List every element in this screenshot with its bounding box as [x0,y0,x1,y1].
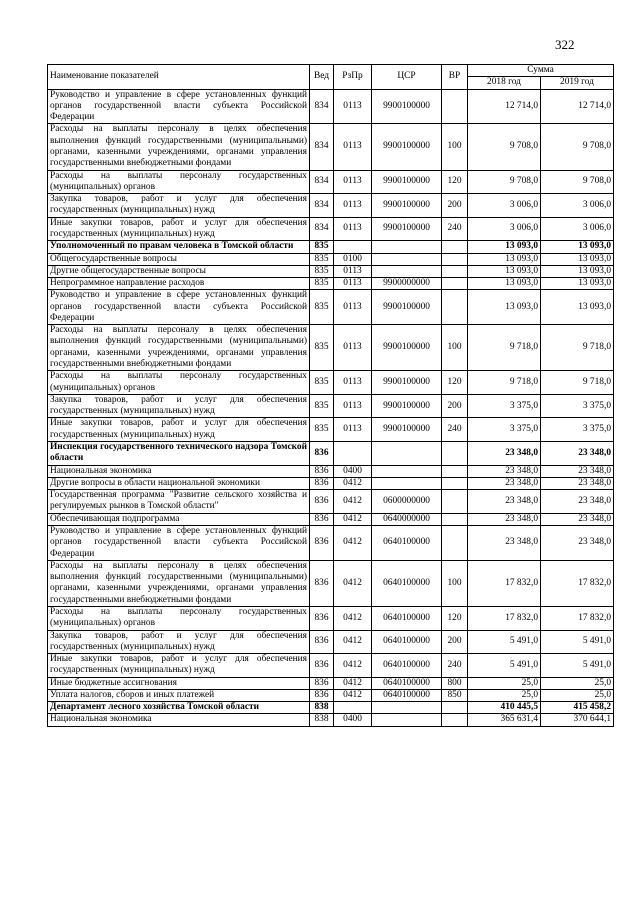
cell-2019: 17 832,0 [541,606,614,630]
cell-ved: 835 [310,241,334,253]
cell-2018: 13 093,0 [468,290,541,325]
cell-2018: 5 491,0 [468,654,541,678]
cell-vr [442,253,468,265]
cell-rzpr: 0113 [334,325,372,371]
cell-2019: 13 093,0 [541,290,614,325]
cell-2019: 13 093,0 [541,241,614,253]
cell-2019: 3 375,0 [541,418,614,442]
cell-ved: 835 [310,278,334,290]
header-name: Наименование показателей [48,65,310,90]
cell-vr: 120 [442,371,468,395]
cell-name: Расходы на выплаты персоналу в целях обеспечения выполнения функций государственными (муниципальными) органами, казенными учреждениями, органами управления государственными внебюджетными фондами [48,325,310,371]
cell-rzpr: 0100 [334,253,372,265]
cell-2018: 25,0 [468,677,541,689]
cell-2019: 3 006,0 [541,217,614,241]
cell-rzpr: 0113 [334,394,372,418]
cell-ved: 836 [310,442,334,466]
cell-rzpr: 0113 [334,418,372,442]
cell-ved: 836 [310,606,334,630]
cell-csr [372,477,442,489]
table-row [48,654,614,678]
cell-rzpr: 0412 [334,689,372,701]
cell-name: Руководство и управление в сфере установленных функций органов государственной власти субъекта Российской Федерации [48,290,310,325]
cell-vr [442,525,468,560]
cell-2018: 3 375,0 [468,394,541,418]
cell-vr [442,241,468,253]
cell-2018: 23 348,0 [468,465,541,477]
cell-2018: 17 832,0 [468,606,541,630]
header-csr: ЦСР [372,65,442,90]
cell-ved: 836 [310,513,334,525]
cell-ved: 836 [310,630,334,654]
cell-2018: 23 348,0 [468,477,541,489]
table-row [48,290,614,325]
cell-ved: 836 [310,477,334,489]
cell-2019: 5 491,0 [541,654,614,678]
cell-name: Расходы на выплаты персоналу государственных (муниципальных) органов [48,371,310,395]
cell-2018: 3 006,0 [468,194,541,218]
cell-vr [442,702,468,714]
cell-csr: 9900100000 [372,124,442,170]
cell-vr: 100 [442,560,468,606]
cell-2019: 3 375,0 [541,394,614,418]
table-row [48,702,614,714]
cell-ved: 834 [310,170,334,194]
cell-name: Расходы на выплаты персоналу в целях обеспечения выполнения функций государственными (муниципальными) органами, казенными учреждениями, органами управления государственными внебюджетными фондами [48,560,310,606]
table-row [48,560,614,606]
page-number: 322 [555,37,575,52]
cell-vr [442,714,468,726]
cell-rzpr [334,702,372,714]
cell-csr [372,265,442,277]
cell-ved: 835 [310,371,334,395]
cell-rzpr: 0113 [334,170,372,194]
cell-ved: 835 [310,265,334,277]
cell-2019: 9 718,0 [541,325,614,371]
table-row [48,490,614,514]
cell-2018: 5 491,0 [468,630,541,654]
cell-vr: 240 [442,654,468,678]
cell-2019: 23 348,0 [541,477,614,489]
cell-rzpr: 0412 [334,560,372,606]
cell-ved: 836 [310,677,334,689]
cell-name: Расходы на выплаты персоналу государственных (муниципальных) органов [48,606,310,630]
cell-csr: 9900100000 [372,217,442,241]
cell-vr [442,477,468,489]
cell-vr [442,490,468,514]
cell-ved: 836 [310,465,334,477]
cell-csr: 0640100000 [372,606,442,630]
cell-2019: 23 348,0 [541,525,614,560]
cell-2019: 9 708,0 [541,170,614,194]
cell-2019: 415 458,2 [541,702,614,714]
cell-name: Непрограммное направление расходов [48,278,310,290]
cell-rzpr: 0113 [334,124,372,170]
cell-csr: 0640100000 [372,560,442,606]
cell-name: Расходы на выплаты персоналу в целях обеспечения выполнения функций государственными (муниципальными) органами, казенными учреждениями, органами управления государственными внебюджетными фондами [48,124,310,170]
header-sum: Сумма [468,65,614,77]
table-row [48,689,614,701]
cell-rzpr: 0113 [334,194,372,218]
cell-rzpr: 0412 [334,525,372,560]
cell-rzpr: 0113 [334,217,372,241]
cell-2018: 23 348,0 [468,513,541,525]
cell-rzpr: 0412 [334,654,372,678]
table-row [48,714,614,726]
header-year-2019: 2019 год [541,77,614,89]
table-row [48,606,614,630]
cell-csr [372,241,442,253]
cell-rzpr: 0412 [334,606,372,630]
cell-vr: 240 [442,217,468,241]
table-row [48,194,614,218]
cell-ved: 835 [310,290,334,325]
table-row [48,630,614,654]
cell-csr: 9900000000 [372,278,442,290]
cell-csr: 9900100000 [372,394,442,418]
cell-ved: 835 [310,394,334,418]
cell-2019: 9 708,0 [541,124,614,170]
cell-vr [442,278,468,290]
cell-name: Национальная экономика [48,465,310,477]
cell-rzpr: 0113 [334,265,372,277]
table-row [48,253,614,265]
cell-csr: 0640100000 [372,525,442,560]
table-row [48,477,614,489]
cell-name: Иные закупки товаров, работ и услуг для обеспечения государственных (муниципальных) нужд [48,418,310,442]
cell-2018: 3 375,0 [468,418,541,442]
cell-rzpr [334,241,372,253]
header-rzpr: РзПр [334,65,372,90]
cell-vr [442,89,468,124]
cell-2018: 9 718,0 [468,325,541,371]
table-row [48,217,614,241]
cell-rzpr: 0113 [334,371,372,395]
cell-2019: 25,0 [541,689,614,701]
cell-ved: 836 [310,490,334,514]
cell-name: Закупка товаров, работ и услуг для обеспечения государственных (муниципальных) нужд [48,630,310,654]
cell-csr: 9900100000 [372,371,442,395]
cell-name: Иные закупки товаров, работ и услуг для обеспечения государственных (муниципальных) нужд [48,654,310,678]
table-row [48,677,614,689]
cell-2019: 25,0 [541,677,614,689]
cell-2018: 9 718,0 [468,371,541,395]
table-row [48,124,614,170]
cell-csr [372,442,442,466]
cell-rzpr: 0113 [334,278,372,290]
cell-vr: 200 [442,194,468,218]
cell-rzpr [334,442,372,466]
cell-name: Инспекция государственного технического надзора Томской области [48,442,310,466]
cell-ved: 836 [310,525,334,560]
cell-ved: 838 [310,714,334,726]
cell-rzpr: 0113 [334,290,372,325]
cell-2019: 370 644,1 [541,714,614,726]
cell-vr [442,265,468,277]
cell-csr: 9900100000 [372,290,442,325]
table-row [48,418,614,442]
cell-rzpr: 0400 [334,465,372,477]
cell-ved: 836 [310,689,334,701]
cell-csr [372,714,442,726]
cell-name: Уполномоченный по правам человека в Томской области [48,241,310,253]
cell-ved: 836 [310,560,334,606]
cell-2018: 9 708,0 [468,124,541,170]
cell-2018: 13 093,0 [468,253,541,265]
cell-vr: 200 [442,394,468,418]
table-row [48,170,614,194]
table-row [48,465,614,477]
cell-2019: 13 093,0 [541,278,614,290]
cell-2018: 3 006,0 [468,217,541,241]
cell-2019: 13 093,0 [541,265,614,277]
cell-2018: 12 714,0 [468,89,541,124]
cell-vr [442,290,468,325]
cell-rzpr: 0113 [334,89,372,124]
cell-name: Закупка товаров, работ и услуг для обеспечения государственных (муниципальных) нужд [48,194,310,218]
cell-ved: 835 [310,325,334,371]
cell-2019: 23 348,0 [541,513,614,525]
cell-vr: 100 [442,124,468,170]
cell-ved: 835 [310,418,334,442]
cell-vr [442,465,468,477]
table-body [48,89,614,726]
cell-name: Другие общегосударственные вопросы [48,265,310,277]
cell-name: Обеспечивающая подпрограмма [48,513,310,525]
cell-name: Иные закупки товаров, работ и услуг для обеспечения государственных (муниципальных) нужд [48,217,310,241]
cell-csr: 9900100000 [372,325,442,371]
cell-vr [442,442,468,466]
header-vr: ВР [442,65,468,90]
cell-name: Руководство и управление в сфере установленных функций органов государственной власти субъекта Российской Федерации [48,525,310,560]
budget-table [47,64,614,727]
cell-csr: 9900100000 [372,170,442,194]
cell-2018: 9 708,0 [468,170,541,194]
cell-csr: 0640100000 [372,630,442,654]
cell-csr: 0640100000 [372,689,442,701]
cell-name: Департамент лесного хозяйства Томской области [48,702,310,714]
cell-rzpr: 0412 [334,477,372,489]
cell-name: Расходы на выплаты персоналу государственных (муниципальных) органов [48,170,310,194]
cell-2018: 13 093,0 [468,241,541,253]
cell-ved: 835 [310,253,334,265]
cell-csr [372,465,442,477]
table-row [48,371,614,395]
cell-name: Национальная экономика [48,714,310,726]
header-ved: Вед [310,65,334,90]
table-row [48,265,614,277]
cell-2019: 3 006,0 [541,194,614,218]
cell-name: Руководство и управление в сфере установленных функций органов государственной власти субъекта Российской Федерации [48,89,310,124]
table-row [48,442,614,466]
cell-2018: 23 348,0 [468,525,541,560]
cell-ved: 834 [310,124,334,170]
cell-vr: 240 [442,418,468,442]
cell-2018: 25,0 [468,689,541,701]
cell-rzpr: 0412 [334,677,372,689]
table-row [48,394,614,418]
cell-name: Государственная программа "Развитие сельского хозяйства и регулируемых рынков в Томской области" [48,490,310,514]
cell-csr: 9900100000 [372,418,442,442]
cell-csr [372,702,442,714]
cell-2018: 13 093,0 [468,278,541,290]
cell-csr: 9900100000 [372,89,442,124]
cell-2019: 12 714,0 [541,89,614,124]
cell-csr: 0640100000 [372,654,442,678]
cell-ved: 838 [310,702,334,714]
cell-vr: 200 [442,630,468,654]
cell-2019: 9 718,0 [541,371,614,395]
cell-2019: 5 491,0 [541,630,614,654]
cell-csr: 0600000000 [372,490,442,514]
cell-rzpr: 0412 [334,490,372,514]
cell-2019: 23 348,0 [541,465,614,477]
cell-name: Уплата налогов, сборов и иных платежей [48,689,310,701]
cell-vr: 120 [442,606,468,630]
cell-name: Закупка товаров, работ и услуг для обеспечения государственных (муниципальных) нужд [48,394,310,418]
cell-2018: 13 093,0 [468,265,541,277]
table-row [48,89,614,124]
cell-rzpr: 0412 [334,630,372,654]
cell-csr: 0640000000 [372,513,442,525]
table-header [48,65,614,90]
cell-rzpr: 0412 [334,513,372,525]
table-row [48,278,614,290]
cell-ved: 836 [310,654,334,678]
cell-2019: 17 832,0 [541,560,614,606]
cell-2019: 13 093,0 [541,253,614,265]
cell-2019: 23 348,0 [541,490,614,514]
cell-2019: 23 348,0 [541,442,614,466]
cell-name: Общегосударственные вопросы [48,253,310,265]
cell-csr [372,253,442,265]
table-row [48,525,614,560]
table-row [48,513,614,525]
cell-vr: 100 [442,325,468,371]
cell-rzpr: 0400 [334,714,372,726]
cell-csr: 0640100000 [372,677,442,689]
cell-2018: 23 348,0 [468,442,541,466]
table-row [48,241,614,253]
cell-2018: 365 631,4 [468,714,541,726]
cell-name: Другие вопросы в области национальной экономики [48,477,310,489]
cell-ved: 834 [310,217,334,241]
cell-vr: 120 [442,170,468,194]
cell-vr: 800 [442,677,468,689]
cell-ved: 834 [310,89,334,124]
cell-2018: 410 445,5 [468,702,541,714]
cell-2018: 17 832,0 [468,560,541,606]
cell-ved: 834 [310,194,334,218]
cell-vr: 850 [442,689,468,701]
cell-csr: 9900100000 [372,194,442,218]
cell-name: Иные бюджетные ассигнования [48,677,310,689]
table-row [48,325,614,371]
cell-vr [442,513,468,525]
cell-2018: 23 348,0 [468,490,541,514]
header-year-2018: 2018 год [468,77,541,89]
